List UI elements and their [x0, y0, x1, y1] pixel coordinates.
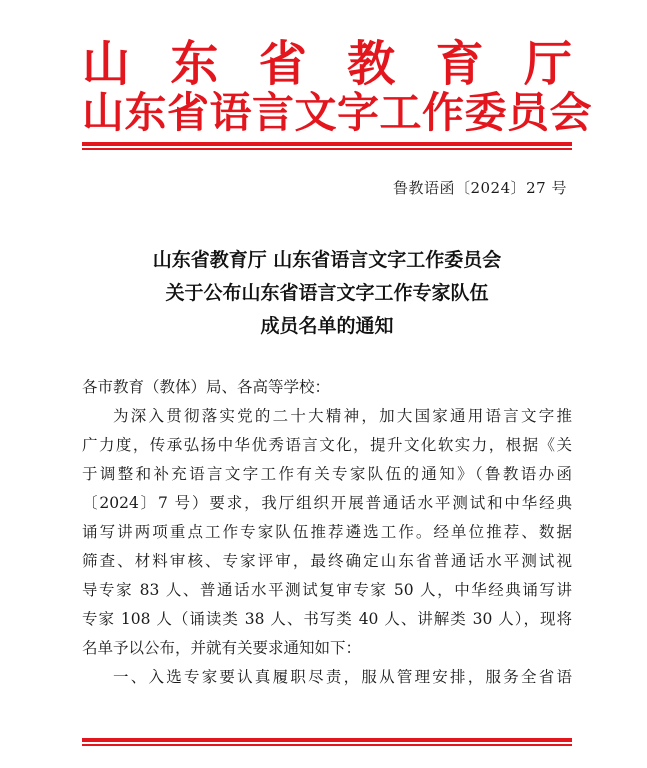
footer-red-rule-thin — [82, 744, 572, 746]
salutation: 各市教育（教体）局、各高等学校： — [82, 378, 331, 396]
body-line: 〔2024〕7 号）要求，我厅组织开展普通话水平测试和中华经典 — [82, 494, 572, 512]
body-line: 为深入贯彻落实党的二十大精神，加大国家通用语言文字推 — [113, 407, 572, 425]
document-number: 鲁教语函〔2024〕27 号 — [392, 179, 567, 197]
header-red-rule-thin — [82, 148, 572, 150]
body-line: 筛查、材料审核、专家评审，最终确定山东省普通话水平测试视 — [82, 552, 572, 570]
issuer-header-line-1 — [82, 36, 572, 92]
header-char: 育 — [435, 36, 484, 92]
document-title-line-1: 山东省教育厅 山东省语言文字工作委员会 — [152, 249, 502, 271]
footer-red-rule-thick — [82, 738, 572, 742]
body-line: 于调整和补充语言文字工作有关专家队伍的通知》（鲁教语办函 — [82, 465, 572, 483]
header-char: 厅 — [523, 36, 572, 92]
body-line: 导专家 83 人、普通话水平测试复审专家 50 人，中华经典诵写讲 — [82, 581, 572, 599]
body-line: 广力度，传承弘扬中华优秀语言文化，提升文化软实力，根据《关 — [82, 436, 572, 454]
issuer-header-line-2: 山东省语言文字工作委员会 — [82, 88, 593, 137]
header-char: 东 — [170, 36, 219, 92]
body-line: 诵写讲两项重点工作专家队伍推荐遴选工作。经单位推荐、数据 — [82, 523, 572, 541]
body-line: 一、入选专家要认真履职尽责，服从管理安排，服务全省语 — [113, 668, 572, 686]
document-title-line-3: 成员名单的通知 — [260, 315, 394, 337]
body-line: 名单予以公布，并就有关要求通知如下： — [82, 639, 362, 657]
body-line: 专家 108 人（诵读类 38 人、书写类 40 人、讲解类 30 人），现将 — [82, 610, 572, 628]
header-char: 山 — [82, 36, 131, 92]
document-title-line-2: 关于公布山东省语言文字工作专家队伍 — [165, 282, 489, 304]
header-red-rule-thick — [82, 142, 572, 146]
header-char: 省 — [258, 36, 307, 92]
header-char: 教 — [347, 36, 396, 92]
